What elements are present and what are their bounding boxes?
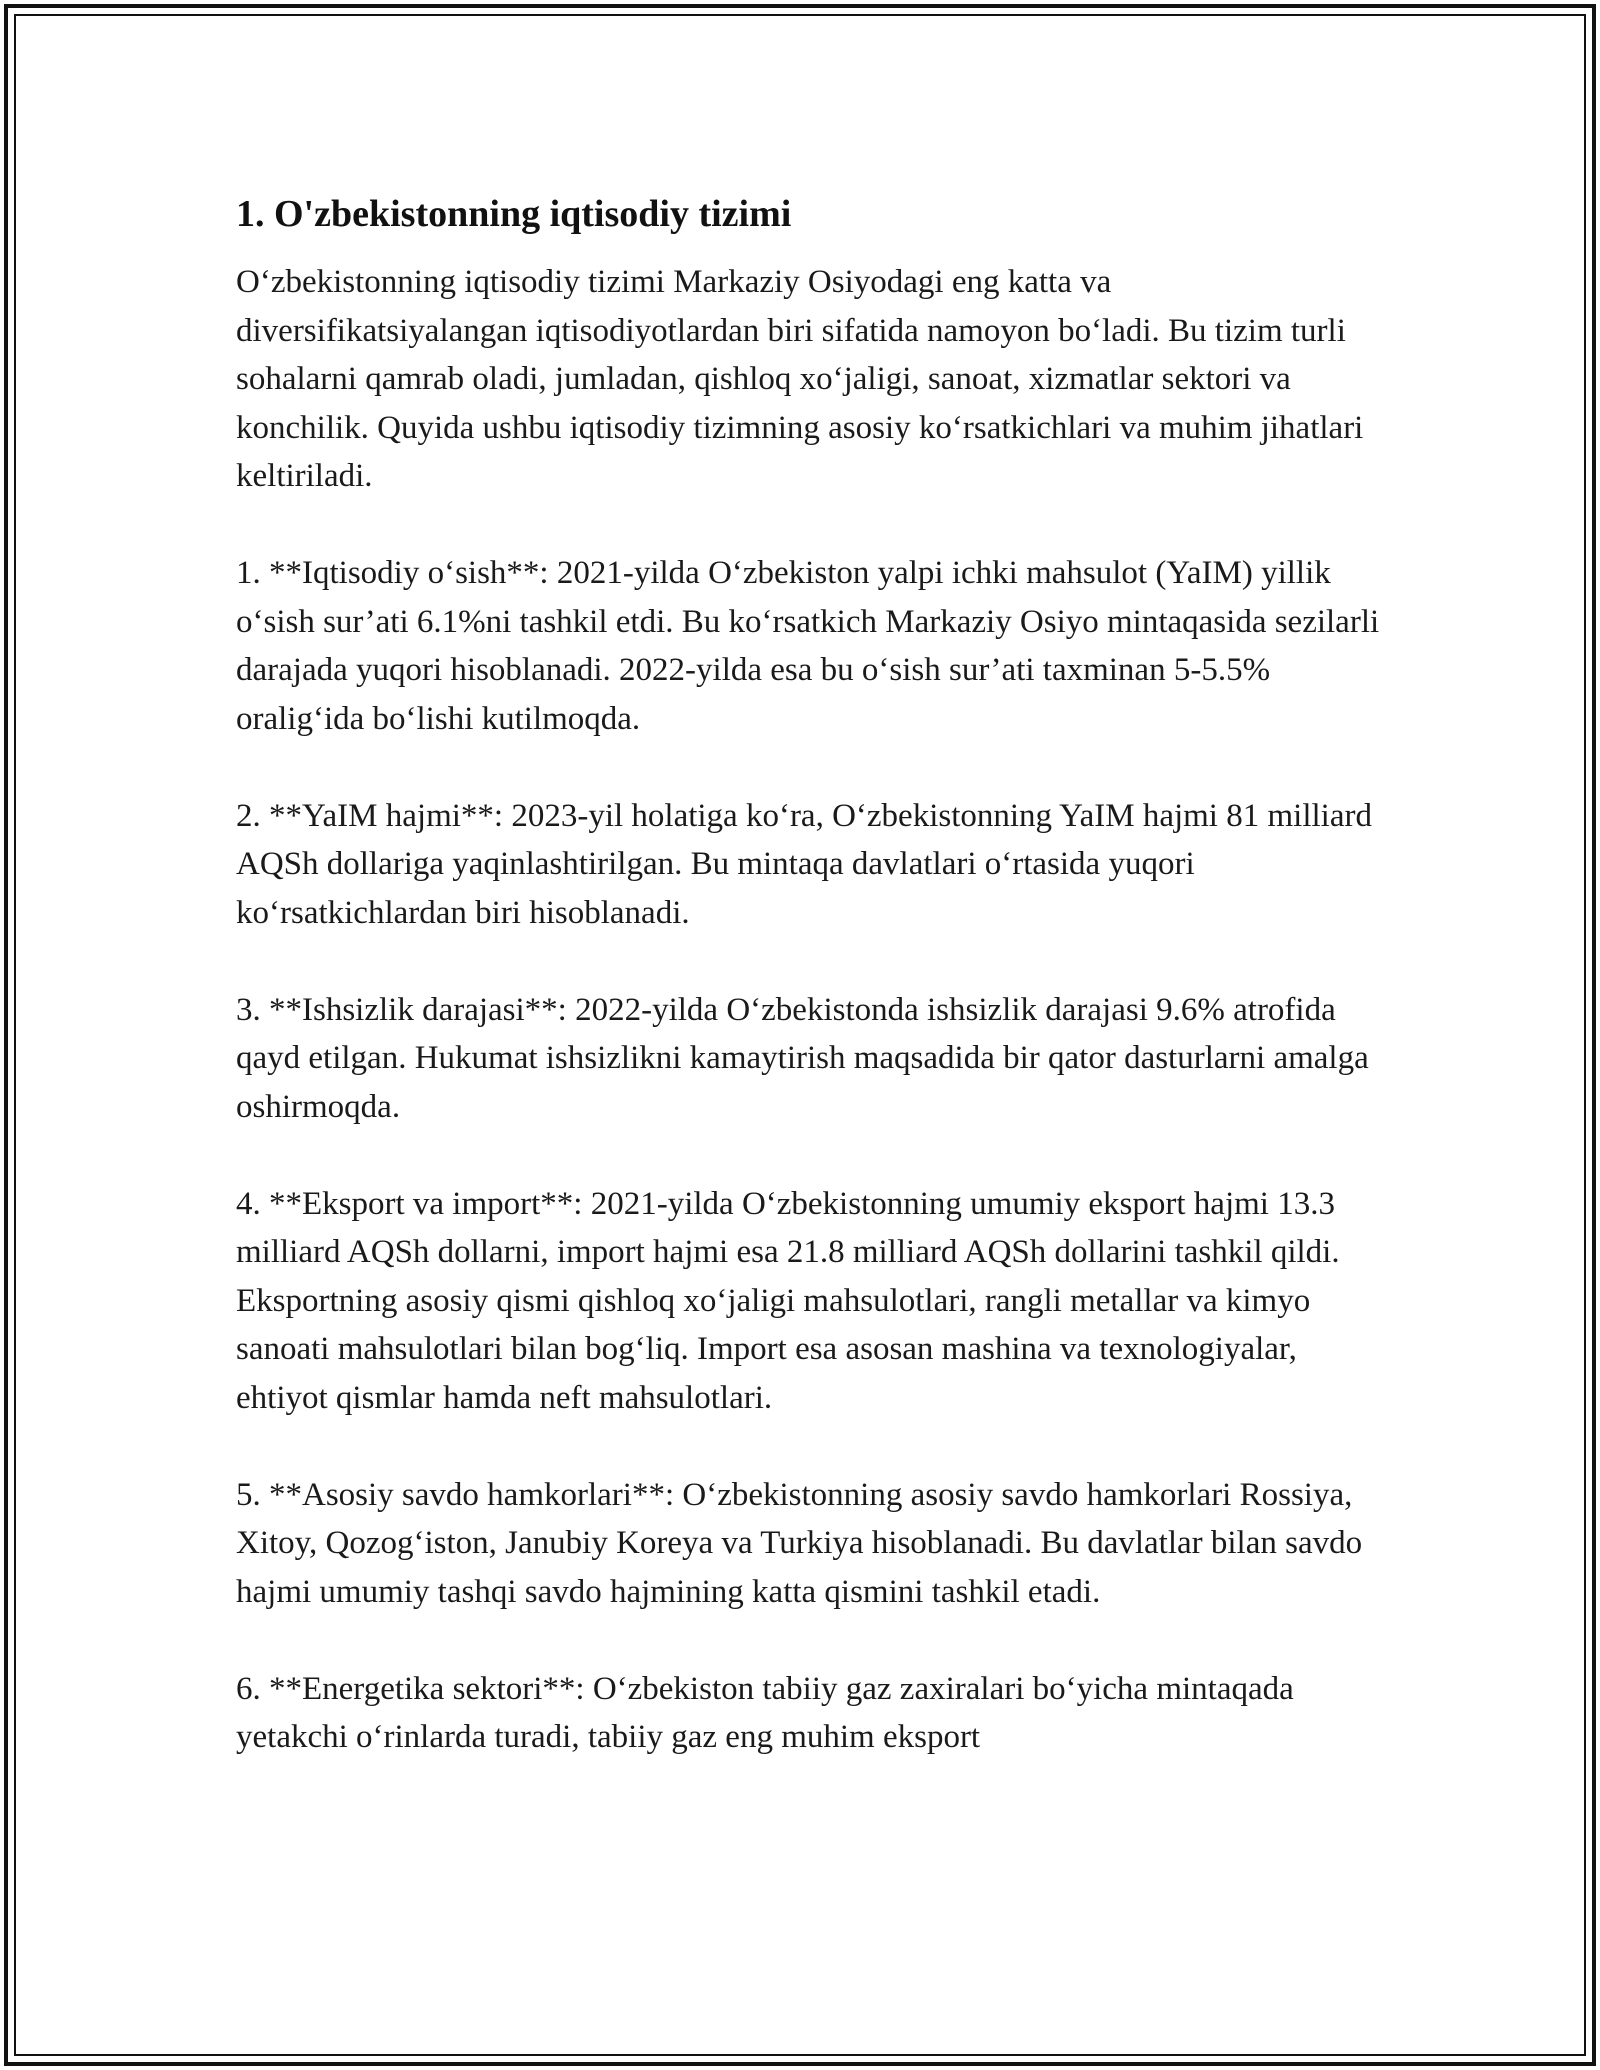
paragraph-energy-sector: 6. **Energetika sektori**: O‘zbekiston tabiiy gaz zaxiralari bo‘yicha mintaqada yetakchi o‘rinlarda turadi, tabiiy gaz eng muhim eksport <box>236 1670 1294 1755</box>
document-title: 1. O'zbekistonning iqtisodiy tizimi <box>236 193 792 235</box>
paragraph-economic-growth: 1. **Iqtisodiy o‘sish**: 2021-yilda O‘zbekiston yalpi ichki mahsulot (YaIM) yillik o‘sish sur’ati 6.1%ni tashkil etdi. Bu ko‘rsatkich Markaziy Osiyo mintaqasida sezilarli darajada yuqori hisoblanadi. 2022-yilda esa bu o‘sish sur’ati taxminan 5-5.5% oralig‘ida bo‘lishi kutilmoqda. <box>236 555 1380 737</box>
document-body <box>236 190 1386 1810</box>
intro-paragraph: O‘zbekistonning iqtisodiy tizimi Markaziy Osiyodagi eng katta va diversifikatsiyalangan iqtisodiyotlardan biri sifatida namoyon bo‘ladi. Bu tizim turli sohalarni qamrab oladi, jumladan, qishloq xo‘jaligi, sanoat, xizmatlar sektori va konchilik. Quyida ushbu iqtisodiy tizimning asosiy ko‘rsatkichlari va muhim jihatlari keltiriladi. <box>236 264 1364 494</box>
paragraph-trade-partners: 5. **Asosiy savdo hamkorlari**: O‘zbekistonning asosiy savdo hamkorlari Rossiya, Xitoy, Qozog‘iston, Janubiy Koreya va Turkiya hisoblanadi. Bu davlatlar bilan savdo hajmi umumiy tashqi savdo hajmining katta qismini tashkil etadi. <box>236 1476 1363 1610</box>
paragraph-export-import: 4. **Eksport va import**: 2021-yilda O‘zbekistonning umumiy eksport hajmi 13.3 milliard AQSh dollarni, import hajmi esa 21.8 milliard AQSh dollarini tashkil qildi. Eksportning asosiy qismi qishloq xo‘jaligi mahsulotlari, rangli metallar va kimyo sanoati mahsulotlari bilan bog‘liq. Import esa asosan mashina va texnologiyalar, ehtiyot qismlar hamda neft mahsulotlari. <box>236 1185 1340 1416</box>
paragraph-unemployment: 3. **Ishsizlik darajasi**: 2022-yilda O‘zbekistonda ishsizlik darajasi 9.6% atrofida qayd etilgan. Hukumat ishsizlikni kamaytirish maqsadida bir qator dasturlarni amalga oshirmoqda. <box>236 991 1369 1125</box>
paragraph-gdp-volume: 2. **YaIM hajmi**: 2023-yil holatiga ko‘ra, O‘zbekistonning YaIM hajmi 81 milliard AQSh dollariga yaqinlashtirilgan. Bu mintaqa davlatlari o‘rtasida yuqori ko‘rsatkichlardan biri hisoblanadi. <box>236 797 1372 931</box>
